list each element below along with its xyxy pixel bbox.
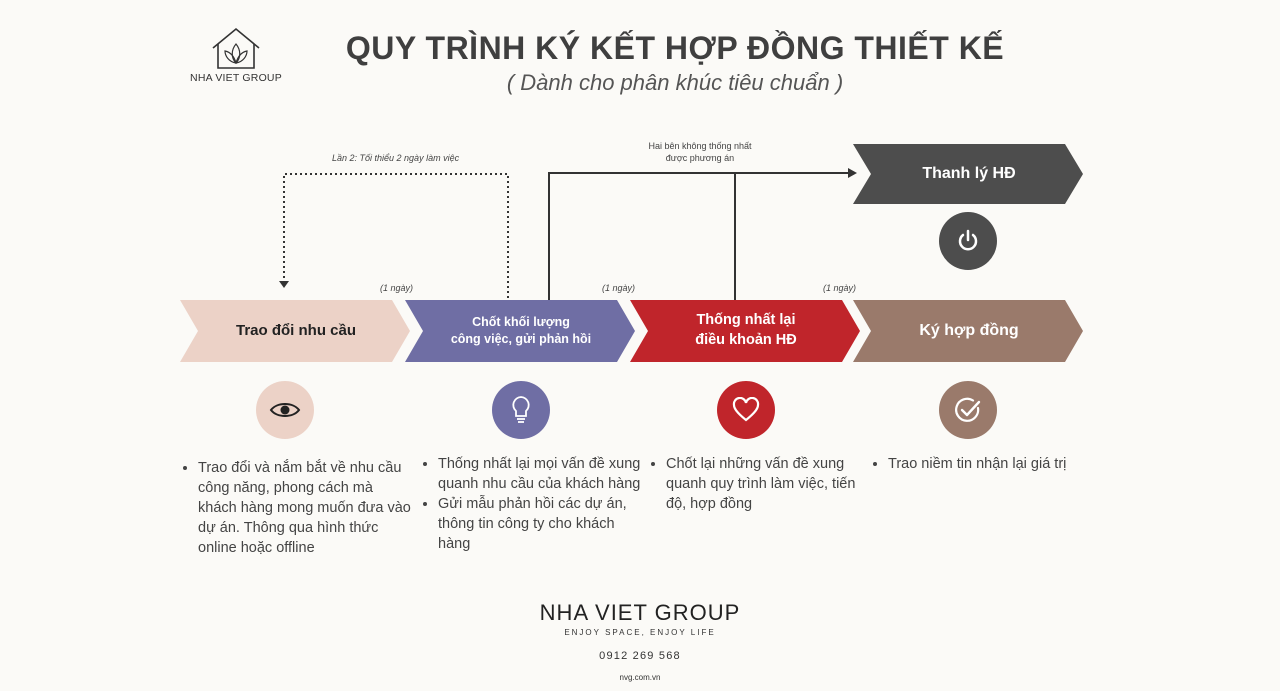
eye-icon	[269, 400, 301, 420]
step-chevron-1	[180, 300, 412, 362]
footer-phone: 0912 269 568	[599, 650, 681, 662]
step-label-2: Chốt khối lượng công việc, gửi phản hồi	[450, 315, 592, 346]
duration-3: (1 ngày)	[823, 283, 857, 293]
list-item: • Gửi mẫu phản hồi các dự án, thông tin công ty cho khách hàng	[438, 494, 648, 554]
step-chevron-4	[853, 300, 1085, 362]
footer-brand: NHA VIET GROUP	[539, 600, 741, 625]
terminate-connector	[549, 173, 848, 300]
step-circle-2	[492, 381, 550, 439]
list-item: • Trao niềm tin nhận lại giá trị	[888, 454, 1118, 474]
step-label-4: Ký hợp đồng	[919, 322, 1019, 340]
step-circle-1	[256, 381, 314, 439]
loop-connector	[284, 174, 508, 298]
page-title: QUY TRÌNH KÝ KẾT HỢP ĐỒNG THIẾT KẾ	[345, 30, 1005, 66]
step-chevron-2	[405, 300, 637, 362]
terminate-label: Thanh lý HĐ	[922, 165, 1016, 183]
step-description-4	[870, 454, 1118, 474]
check-circle-icon	[954, 396, 982, 424]
step-chevron-3	[630, 300, 862, 362]
footer-website: nvg.com.vn	[619, 673, 661, 682]
step-description-3	[648, 454, 871, 514]
lightbulb-icon	[510, 395, 532, 425]
step-description-2	[420, 454, 648, 554]
terminate-circle	[939, 212, 997, 270]
footer-tagline: ENJOY SPACE, ENJOY LIFE	[564, 628, 716, 637]
loop-note: Lần 2: Tối thiểu 2 ngày làm việc	[332, 153, 460, 163]
step-label-1: Trao đổi nhu cầu	[235, 321, 356, 339]
list-item: • Chốt lại những vấn đề xung quanh quy trình làm việc, tiến độ, hợp đồng	[666, 454, 871, 514]
terminate-step	[853, 144, 1085, 204]
step-circle-3	[717, 381, 775, 439]
list-item: • Trao đổi và nắm bắt về nhu cầu công năng, phong cách mà khách hàng mong muốn đưa vào dự án. Thông qua hình thức online hoặc offline	[198, 458, 413, 558]
power-icon	[954, 227, 982, 255]
step-description-1	[180, 458, 413, 558]
loop-arrowhead	[279, 281, 289, 288]
logo-text: NHA VIET GROUP	[190, 72, 282, 84]
heart-icon	[732, 397, 760, 423]
page-subtitle: ( Dành cho phân khúc tiêu chuẩn )	[506, 70, 844, 95]
step-circle-4	[939, 381, 997, 439]
list-item: • Thống nhất lại mọi vấn đề xung quanh nhu cầu của khách hàng	[438, 454, 648, 494]
duration-1: (1 ngày)	[380, 283, 414, 293]
duration-2: (1 ngày)	[602, 283, 636, 293]
disagree-note: Hai bên không thống nhất được phương án	[648, 141, 752, 164]
step-label-3: Thống nhất lại điều khoản HĐ	[695, 312, 797, 348]
